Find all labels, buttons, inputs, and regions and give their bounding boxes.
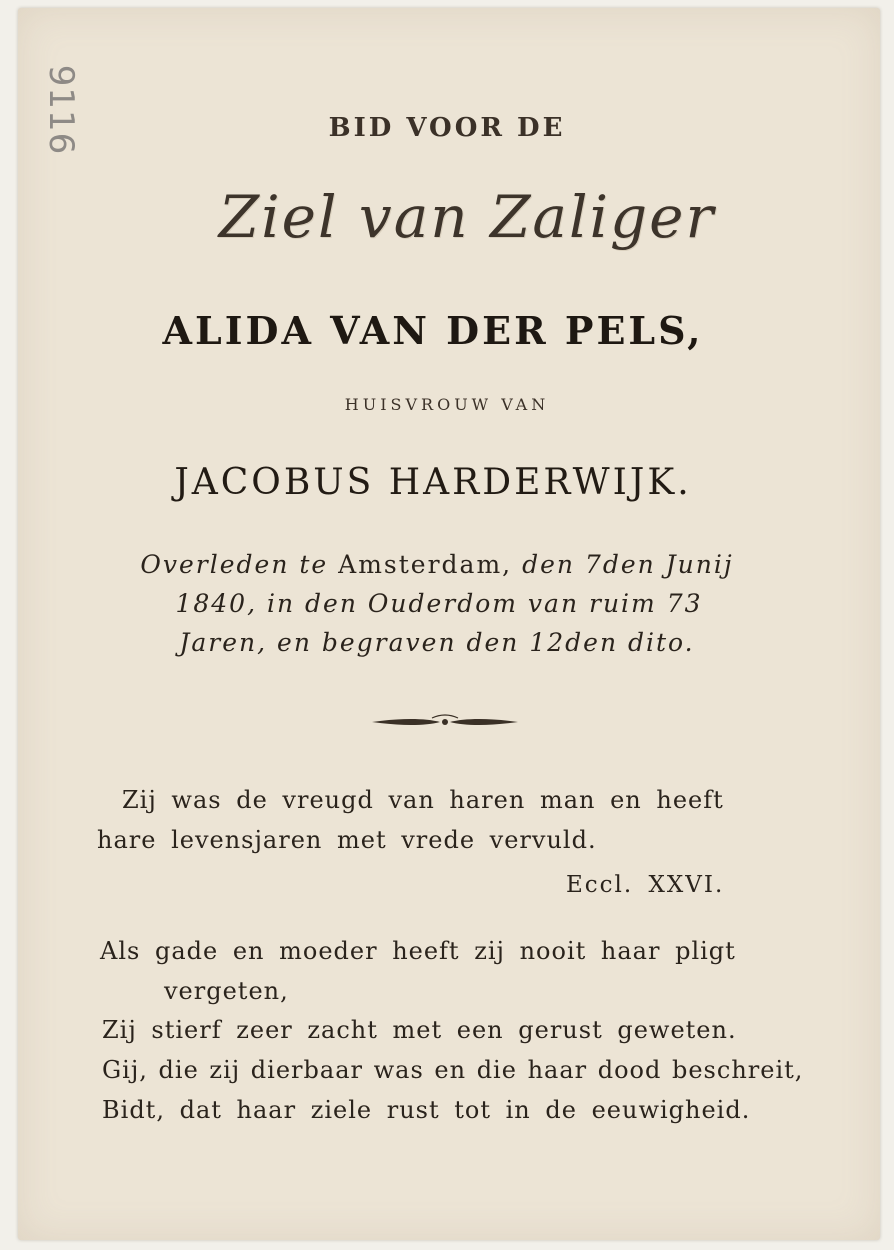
poem-line-3: Zij stierf zeer zacht met een gerust geweten. [102,1016,737,1044]
header-ziel-van-zaliger: Ziel van Zaliger [218,183,716,251]
relation-label: HUISVROUW VAN [344,395,550,414]
death-line-1 [0,550,884,579]
ornament-divider [370,712,520,732]
death-line-2: 1840, in den Ouderdom van ruim 73 [175,589,703,618]
deceased-name: ALIDA VAN DER PELS, [162,308,704,353]
pencil-inventory-number: 9116 [41,64,81,156]
poem-line-4: Gij, die zij dierbaar was en die haar dood beschreit, [102,1056,804,1084]
quote-line-2: hare levensjaren met vrede vervuld. [97,826,597,854]
header-bid-voor-de: BID VOOR DE [328,113,566,143]
quote-reference: Eccl. XXVI. [566,872,725,898]
poem-line-1: Als gade en moeder heeft zij nooit haar pligt [100,937,736,965]
death-line-3: Jaren, en begraven den 12den dito. [179,628,695,657]
poem-line-5: Bidt, dat haar ziele rust tot in de eeuwigheid. [102,1096,751,1124]
death-line-1-end: den 7den Junij [522,550,734,579]
death-city: Amsterdam, [338,550,513,579]
poem-line-2: vergeten, [164,977,289,1005]
death-line-1-start: Overleden te [140,550,329,579]
quote-line-1: Zij was de vreugd van haren man en heeft [122,786,724,814]
husband-name: JACOBUS HARDERWIJK. [174,462,692,503]
